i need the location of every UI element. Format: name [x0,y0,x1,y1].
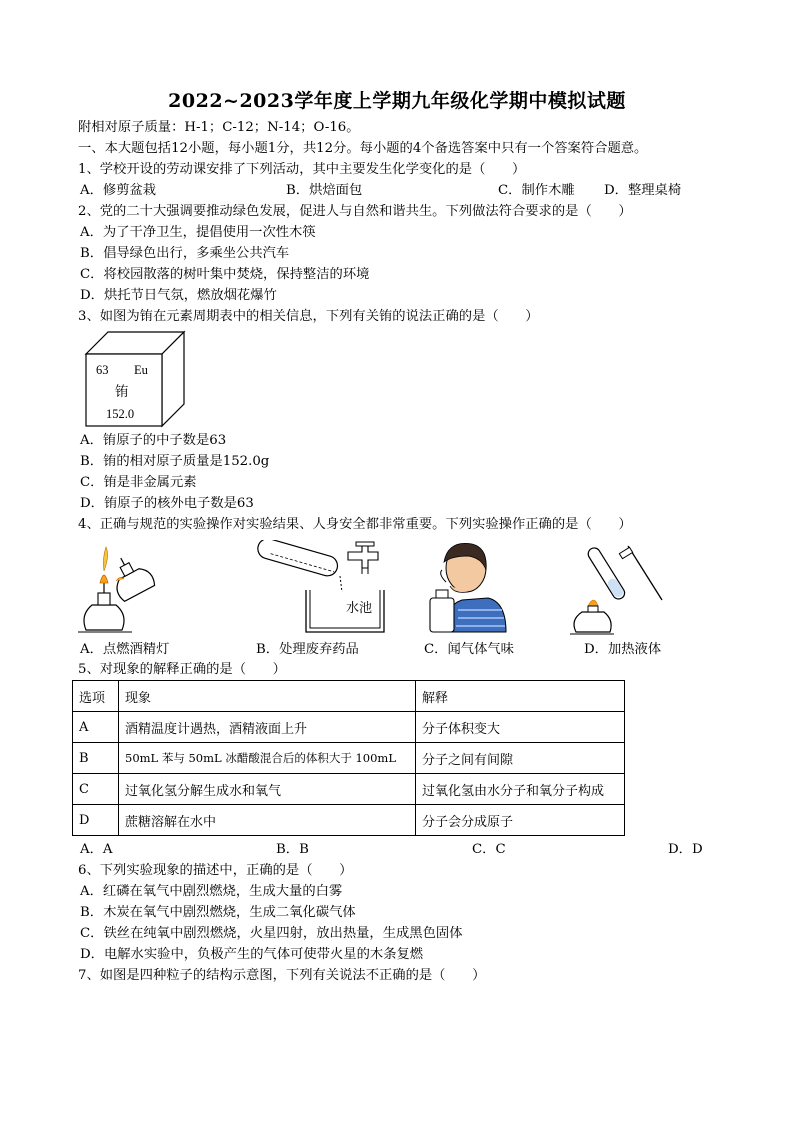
q5-option-b: B．B [276,842,309,857]
figure-heat-liquid [568,540,668,637]
q6-option-c: C．铁丝在纯氧中剧烈燃烧，火星四射，放出热量，生成黑色固体 [80,926,463,941]
question-2-stem: 2、党的二十大强调要推动绿色发展，促进人与自然和谐共生。下列做法符合要求的是（ ） [78,204,632,219]
q5-option-a: A．A [80,842,113,857]
question-5-stem: 5、对现象的解释正确的是（ ） [78,662,286,677]
q1-option-d: D．整理桌椅 [604,183,682,198]
question-7-stem: 7、如图是四种粒子的结构示意图，下列有关说法不正确的是（ ） [78,968,486,983]
atomic-masses: 附相对原子质量：H-1；C-12；N-14；O-16。 [78,120,360,135]
page-title: 2022~2023学年度上学期九年级化学期中模拟试题 [168,90,626,112]
table-row [73,743,625,774]
table-cell: 蔗糖溶解在水中 [119,805,416,836]
q2-option-b: B．倡导绿色出行，多乘坐公共汽车 [80,246,290,261]
figure-smell-gas [428,540,508,637]
q3-option-a: A．铕原子的中子数是63 [80,433,227,448]
figure-dispose-chemicals [250,540,390,637]
element-number: 63 [96,363,109,377]
q4-option-d: D．加热液体 [584,642,662,657]
q3-option-c: C．铕是非金属元素 [80,475,197,490]
table-row [73,774,625,805]
q4-option-c: C．闻气体气味 [424,642,514,657]
q5-option-d: D．D [668,842,703,857]
q4-option-a: A．点燃酒精灯 [80,642,170,657]
q6-option-d: D．电解水实验中，负极产生的气体可使带火星的木条复燃 [80,947,424,962]
q3-option-d: D．铕原子的核外电子数是63 [80,496,254,511]
table-cell: 过氧化氢由水分子和氧分子构成 [416,774,625,805]
q6-option-b: B．木炭在氧气中剧烈燃烧，生成二氧化碳气体 [80,905,356,920]
q3-option-b: B．铕的相对原子质量是152.0g [80,454,270,469]
question-1-stem: 1、学校开设的劳动课安排了下列活动，其中主要发生化学变化的是（ ） [78,162,526,177]
q2-option-d: D．烘托节日气氛，燃放烟花爆竹 [80,288,277,303]
q6-option-a: A．红磷在氧气中剧烈燃烧，生成大量的白雾 [80,884,343,899]
table-cell: D [73,805,119,836]
element-symbol: Eu [134,363,148,377]
question-3-stem: 3、如图为铕在元素周期表中的相关信息，下列有关铕的说法正确的是（ ） [78,309,539,324]
table-header-cell: 解释 [416,681,625,712]
q5-table [72,680,625,836]
table-cell: 分子体积变大 [416,712,625,743]
table-row [73,805,625,836]
table-cell: 分子之间有间隙 [416,743,625,774]
q5-option-c: C．C [472,842,506,857]
table-cell: B [73,743,119,774]
q4-option-b: B．处理废弃药品 [256,642,359,657]
q2-option-a: A．为了干净卫生，提倡使用一次性木筷 [80,225,316,240]
table-cell: 过氧化氢分解生成水和氧气 [119,774,416,805]
q2-option-c: C．将校园散落的树叶集中焚烧，保持整洁的环境 [80,267,370,282]
q1-option-b: B．烘焙面包 [286,183,363,198]
element-cell-figure [84,330,188,428]
table-cell: 分子会分成原子 [416,805,625,836]
table-header-cell: 现象 [119,681,416,712]
q1-option-c: C．制作木雕 [498,183,575,198]
element-name: 铕 [115,384,129,400]
table-cell: 50mL 苯与 50mL 冰醋酸混合后的体积大于 100mL [119,743,416,774]
table-cell: A [73,712,119,743]
element-mass: 152.0 [106,407,135,421]
table-cell: C [73,774,119,805]
figure-lighting-alcohol-lamp [74,545,170,637]
q1-option-a: A．修剪盆栽 [80,183,157,198]
table-header-row [73,681,625,712]
question-4-stem: 4、正确与规范的实验操作对实验结果、人身安全都非常重要。下列实验操作正确的是（ ） [78,517,632,532]
table-cell: 酒精温度计遇热，酒精液面上升 [119,712,416,743]
question-6-stem: 6、下列实验现象的描述中，正确的是（ ） [78,863,353,878]
sink-label: 水池 [346,601,373,616]
table-header-cell: 选项 [73,681,119,712]
table-row [73,712,625,743]
section-header: 一、本大题包括12小题，每小题1分，共12分。每小题的4个备选答案中只有一个答案符合题意。 [78,141,648,156]
